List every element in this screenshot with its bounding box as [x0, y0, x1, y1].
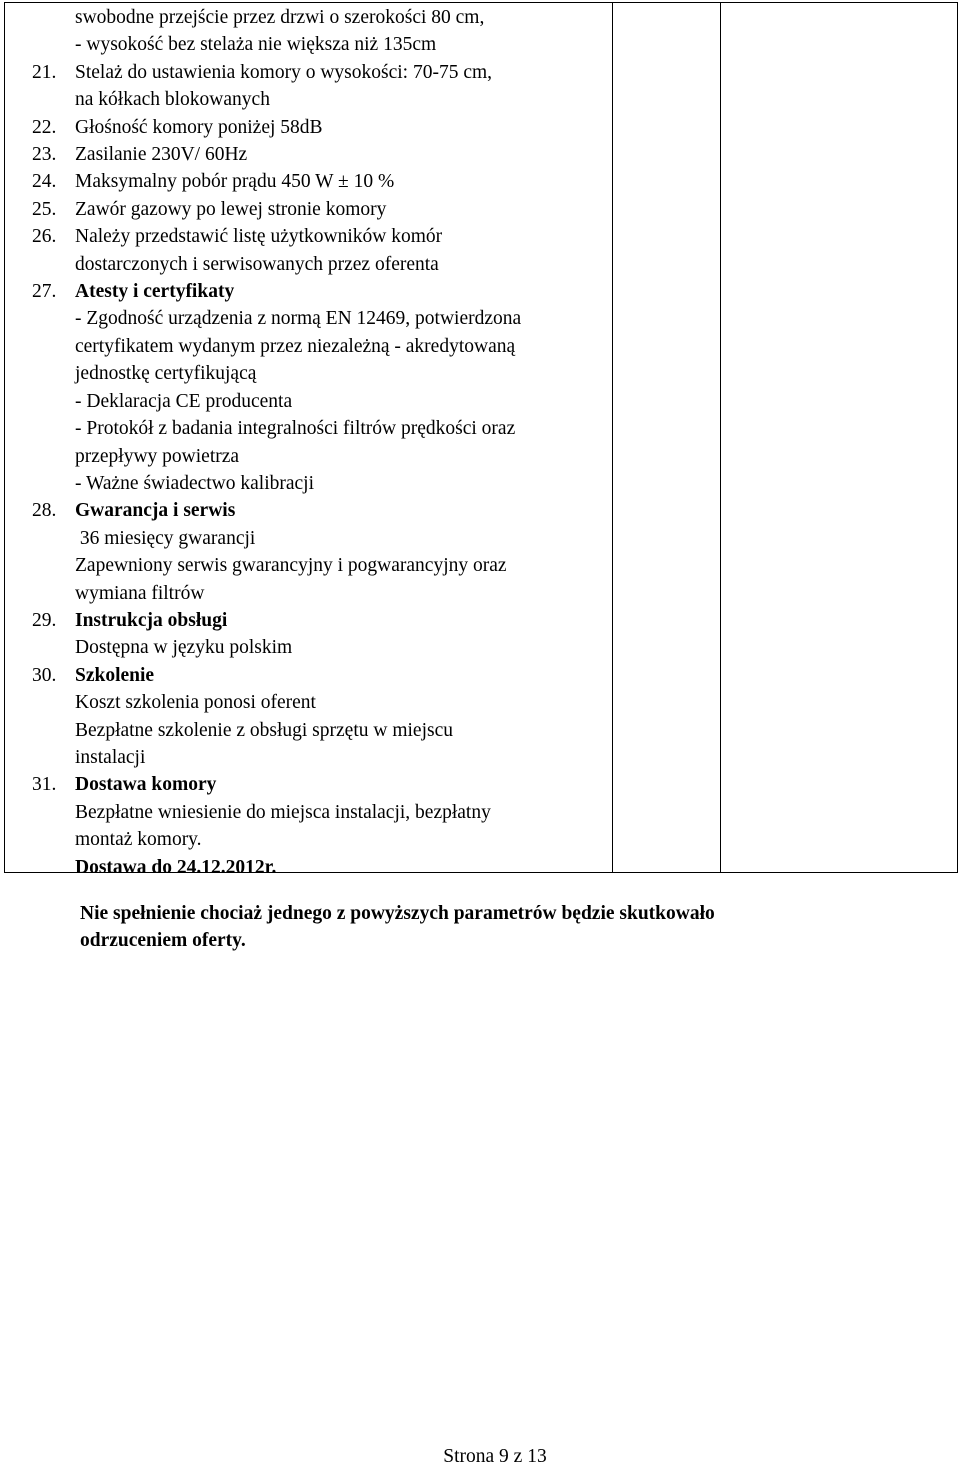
list-item — [32, 854, 612, 881]
list-item: 25. Zawór gazowy po lewej stronie komory — [32, 198, 387, 220]
list-item: 23. Zasilanie 230V/ 60Hz — [32, 144, 248, 166]
list-item: Bezpłatne wniesienie do miejsca instalacji, bezpłatny — [75, 801, 491, 823]
section-heading: Szkolenie — [75, 664, 155, 686]
table-column-divider — [612, 2, 613, 873]
list-item: 31. Dostawa komory — [32, 771, 612, 798]
list-item: Koszt szkolenia ponosi oferent — [75, 692, 316, 714]
list-item: - Zgodność urządzenia z normą EN 12469, potwierdzona — [75, 308, 522, 330]
list-item: Zapewniony serwis gwarancyjny i pogwarancyjny oraz — [75, 555, 507, 577]
list-item: dostarczonych i serwisowanych przez oferenta — [75, 253, 439, 275]
page-number: Strona 9 z 13 — [443, 1446, 547, 1467]
list-item: 28. Gwarancja i serwis — [32, 497, 612, 524]
list-item: swobodne przejście przez drzwi o szerokości 80 cm, — [75, 7, 485, 28]
list-item: Bezpłatne szkolenie z obsługi sprzętu w miejscu — [75, 719, 453, 741]
list-item: 27. Atesty i certyfikaty — [32, 278, 612, 305]
section-heading: Atesty i certyfikaty — [75, 281, 235, 303]
list-item: jednostkę certyfikującą — [75, 363, 257, 385]
list-item: wymiana filtrów — [75, 582, 205, 604]
note-line: odrzuceniem oferty. — [80, 930, 246, 952]
list-item: instalacji — [75, 746, 146, 768]
list-item: 21. Stelaż do ustawienia komory o wysokości: 70-75 cm, — [32, 61, 493, 83]
list-item: - Deklaracja CE producenta — [75, 390, 293, 412]
list-item: montaż komory. — [75, 829, 202, 851]
table-column-divider — [720, 2, 721, 873]
delivery-date: Dostawa do 24.12.2012r. — [75, 856, 277, 878]
list-item: przepływy powietrza — [75, 445, 240, 467]
spec-list — [32, 4, 612, 881]
list-item: 24. Maksymalny pobór prądu 450 W ± 10 % — [32, 171, 395, 193]
list-item: - Ważne świadectwo kalibracji — [75, 472, 315, 494]
list-item: 30. Szkolenie — [32, 662, 612, 689]
note-line: Nie spełnienie chociaż jednego z powyższych parametrów będzie skutkowało — [80, 903, 715, 924]
list-item: Dostępna w języku polskim — [75, 637, 293, 659]
list-item: na kółkach blokowanych — [75, 89, 270, 111]
list-item: 22. Głośność komory poniżej 58dB — [32, 116, 323, 138]
list-item: 29. Instrukcja obsługi — [32, 607, 612, 634]
list-item: 26. Należy przedstawić listę użytkowników komór — [32, 226, 443, 248]
list-item: 36 miesięcy gwarancji — [75, 527, 256, 549]
list-item: certyfikatem wydanym przez niezależną - akredytowaną — [75, 335, 516, 357]
rejection-note — [80, 900, 880, 955]
section-heading: Gwarancja i serwis — [75, 500, 236, 522]
section-heading: Dostawa komory — [75, 774, 217, 796]
list-item: - wysokość bez stelaża nie większa niż 135cm — [75, 34, 437, 56]
list-item: - Protokół z badania integralności filtrów prędkości oraz — [75, 418, 516, 440]
section-heading: Instrukcja obsługi — [75, 609, 228, 631]
